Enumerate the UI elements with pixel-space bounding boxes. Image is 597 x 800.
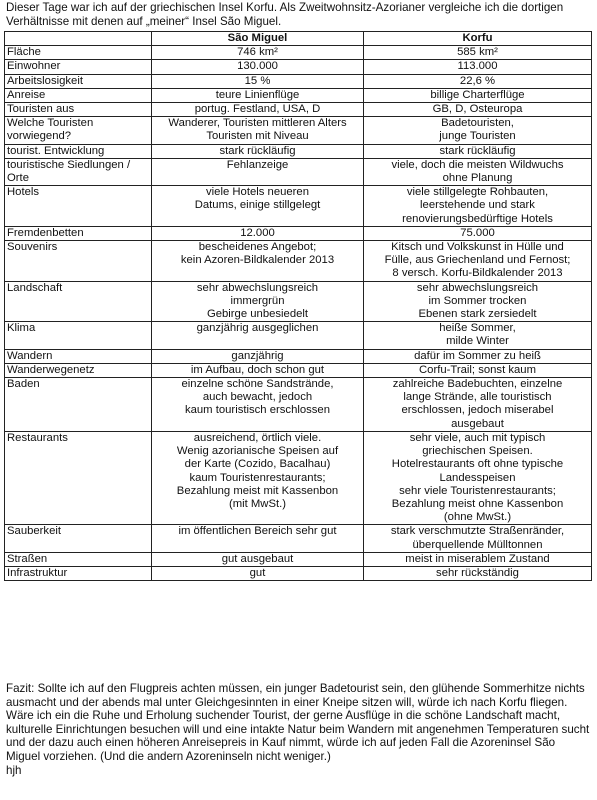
table-row: [5, 226, 592, 240]
sao-miguel-cell: [152, 322, 364, 349]
cell-line: gut: [249, 566, 266, 579]
sao-miguel-cell: [152, 431, 364, 524]
korfu-cell: [364, 144, 592, 158]
korfu-cell: [364, 431, 592, 524]
row-label: Welche Touristen vorwiegend?: [5, 117, 152, 144]
sao-miguel-cell: [152, 60, 364, 74]
row-label: Anreise: [5, 88, 152, 102]
sao-miguel-cell: [152, 566, 364, 580]
cell-line: griechischen Speisen.: [422, 445, 533, 458]
table-row: [5, 322, 592, 349]
cell-line: 746 km²: [237, 46, 278, 59]
table-row: [5, 117, 592, 144]
header-empty: [5, 32, 152, 46]
cell-line: erschlossen, jedoch miserabel: [401, 404, 554, 417]
table-row: [5, 525, 592, 552]
cell-line: renovierungsbedürftige Hotels: [402, 212, 553, 225]
table-row: [5, 144, 592, 158]
cell-line: 130.000: [237, 60, 278, 73]
cell-line: dafür im Sommer zu heiß: [414, 349, 541, 362]
korfu-cell: [364, 186, 592, 227]
cell-line: Wenig azorianische Speisen auf: [176, 445, 339, 458]
sao-miguel-cell: [152, 378, 364, 432]
row-label: Hotels: [5, 186, 152, 227]
korfu-cell: [364, 552, 592, 566]
cell-line: lange Strände, alle touristisch: [403, 391, 552, 404]
table-header-row: [5, 32, 592, 46]
cell-line: sehr viele Touristenrestaurants;: [399, 484, 556, 497]
cell-line: teure Linienflüge: [215, 88, 300, 101]
row-label: Wanderwegenetz: [5, 363, 152, 377]
table-row: [5, 566, 592, 580]
korfu-cell: [364, 117, 592, 144]
cell-line: 113.000: [457, 60, 498, 73]
cell-line: leerstehende und stark: [420, 199, 535, 212]
row-label: Fläche: [5, 46, 152, 60]
fazit-paragraph-2: Wäre ich ein die Ruhe und Erholung suchender Tourist, der gerne Ausflüge in die schöne Landschaft macht, kulturelle Einrichtungen besuchen will und eine intakte Natur beim Wandern mit angenehmen Temperaturen sucht und der dazu auch einen höheren Anreisepreis in Kauf nimmt, würde ich auf jeden Fall die Azoreninsel São Miguel vorziehen. (Und die andern Azoreninseln nicht weniger.): [6, 709, 590, 763]
korfu-cell: [364, 88, 592, 102]
row-label: Arbeitslosigkeit: [5, 74, 152, 88]
cell-line: Landesspeisen: [439, 471, 516, 484]
korfu-cell: [364, 60, 592, 74]
korfu-cell: [364, 349, 592, 363]
cell-line: im Aufbau, doch schon gut: [190, 363, 325, 376]
cell-line: billige Charterflüge: [430, 88, 525, 101]
korfu-cell: [364, 226, 592, 240]
cell-line: stark rückläufig: [439, 144, 516, 157]
sao-miguel-cell: [152, 363, 364, 377]
table-row: [5, 60, 592, 74]
korfu-cell: [364, 74, 592, 88]
cell-line: ohne Planung: [442, 172, 513, 185]
table-row: [5, 74, 592, 88]
cell-line: sehr rückständig: [436, 566, 519, 579]
table-row: [5, 431, 592, 524]
cell-line: Bezahlung meist ohne Kassenbon: [391, 497, 564, 510]
table-row: [5, 88, 592, 102]
header-korfu: Korfu: [364, 32, 592, 46]
table-row: [5, 46, 592, 60]
cell-line: Ebenen stark zersiedelt: [418, 308, 537, 321]
table-row: [5, 378, 592, 432]
cell-line: 12.000: [240, 226, 275, 239]
cell-line: 585 km²: [457, 46, 498, 59]
cell-line: Touristen mit Niveau: [206, 130, 309, 143]
cell-line: 75.000: [460, 226, 495, 239]
table-row: [5, 363, 592, 377]
cell-line: GB, D, Osteuropa: [432, 103, 523, 116]
cell-line: Gebirge unbesiedelt: [206, 308, 309, 321]
korfu-cell: [364, 158, 592, 185]
row-label: touristische Siedlungen / Orte: [5, 158, 152, 185]
cell-line: junge Touristen: [439, 130, 516, 143]
sao-miguel-cell: [152, 525, 364, 552]
sao-miguel-cell: [152, 158, 364, 185]
cell-line: viele stillgelegte Rohbauten,: [406, 186, 549, 199]
cell-line: einzelne schöne Sandstrände,: [181, 378, 334, 391]
cell-line: heiße Sommer,: [439, 322, 516, 335]
cell-line: portug. Festland, USA, D: [194, 103, 321, 116]
sao-miguel-cell: [152, 552, 364, 566]
row-label: Souvenirs: [5, 241, 152, 282]
cell-line: ausreichend, örtlich viele.: [193, 431, 322, 444]
cell-line: 22,6 %: [459, 74, 496, 87]
korfu-cell: [364, 363, 592, 377]
row-label: Baden: [5, 378, 152, 432]
fazit-section: [6, 682, 592, 777]
cell-line: im öffentlichen Bereich sehr gut: [178, 525, 337, 538]
cell-line: Bezahlung meist mit Kassenbon: [176, 484, 339, 497]
cell-line: ganzjährig ausgeglichen: [196, 322, 319, 335]
intro-text: Dieser Tage war ich auf der griechischen Insel Korfu. Als Zweitwohnsitz-Azorianer vergleiche ich die dortigen Verhältnisse mit denen auf „meiner“ Insel São Miguel.: [6, 1, 564, 28]
table-row: [5, 103, 592, 117]
row-label: Landschaft: [5, 281, 152, 322]
row-label: Restaurants: [5, 431, 152, 524]
sao-miguel-cell: [152, 46, 364, 60]
cell-line: kaum touristisch erschlossen: [184, 404, 331, 417]
sao-miguel-cell: [152, 144, 364, 158]
cell-line: zahlreiche Badebuchten, einzelne: [392, 378, 563, 391]
sao-miguel-cell: [152, 88, 364, 102]
korfu-cell: [364, 281, 592, 322]
cell-line: Kitsch und Volkskunst in Hülle und: [391, 241, 564, 254]
header-sao-miguel: São Miguel: [152, 32, 364, 46]
cell-line: sehr abwechslungsreich: [196, 281, 319, 294]
cell-line: Fehlanzeige: [226, 158, 289, 171]
korfu-cell: [364, 566, 592, 580]
sao-miguel-cell: [152, 281, 364, 322]
cell-line: stark rückläufig: [219, 144, 296, 157]
cell-line: kaum Touristenrestaurants;: [189, 471, 326, 484]
cell-line: 15 %: [244, 74, 271, 87]
cell-line: 8 versch. Korfu-Bildkalender 2013: [392, 267, 563, 280]
table-row: [5, 158, 592, 185]
cell-line: auch bewacht, jedoch: [202, 391, 313, 404]
cell-line: ganzjährig: [231, 349, 284, 362]
sao-miguel-cell: [152, 186, 364, 227]
cell-line: milde Winter: [446, 335, 509, 348]
korfu-cell: [364, 103, 592, 117]
table-row: [5, 241, 592, 282]
cell-line: viele, doch die meisten Wildwuchs: [391, 158, 564, 171]
sao-miguel-cell: [152, 103, 364, 117]
korfu-cell: [364, 46, 592, 60]
row-label: Sauberkeit: [5, 525, 152, 552]
row-label: Straßen: [5, 552, 152, 566]
row-label: Infrastruktur: [5, 566, 152, 580]
cell-line: sehr abwechslungsreich: [416, 281, 539, 294]
cell-line: viele Hotels neueren: [206, 186, 309, 199]
table-row: [5, 186, 592, 227]
row-label: Touristen aus: [5, 103, 152, 117]
row-label: Klima: [5, 322, 152, 349]
cell-line: überquellende Mülltonnen: [412, 538, 543, 551]
comparison-table: [4, 31, 592, 581]
cell-line: Hotelrestaurants oft ohne typische: [391, 458, 564, 471]
cell-line: immergrün: [230, 294, 285, 307]
sao-miguel-cell: [152, 74, 364, 88]
korfu-cell: [364, 241, 592, 282]
sao-miguel-cell: [152, 241, 364, 282]
cell-line: kein Azoren-Bildkalender 2013: [180, 254, 335, 267]
sao-miguel-cell: [152, 226, 364, 240]
table-row: [5, 349, 592, 363]
cell-line: stark verschmutzte Straßenränder,: [390, 525, 565, 538]
cell-line: (ohne MwSt.): [443, 511, 512, 524]
sao-miguel-cell: [152, 349, 364, 363]
cell-line: Badetouristen,: [441, 117, 514, 130]
cell-line: der Karte (Cozido, Bacalhau): [184, 458, 331, 471]
row-label: Einwohner: [5, 60, 152, 74]
cell-line: im Sommer trocken: [428, 294, 527, 307]
table-row: [5, 281, 592, 322]
fazit-paragraph-1: Fazit: Sollte ich auf den Flugpreis achten müssen, ein junger Badetourist sein, den glühende Sommerhitze nichts ausmacht und der abends mal unter Gleichgesinnten in einer Kneipe sitzen will, würde ich nach Korfu fliegen.: [6, 682, 585, 709]
row-label: Fremdenbetten: [5, 226, 152, 240]
table-row: [5, 552, 592, 566]
cell-line: bescheidenes Angebot;: [198, 241, 317, 254]
row-label: Wandern: [5, 349, 152, 363]
korfu-cell: [364, 322, 592, 349]
row-label: tourist. Entwicklung: [5, 144, 152, 158]
cell-line: ausgebaut: [451, 417, 504, 430]
cell-line: gut ausgebaut: [221, 552, 294, 565]
cell-line: (mit MwSt.): [228, 497, 287, 510]
korfu-cell: [364, 525, 592, 552]
cell-line: Datums, einige stillgelegt: [194, 199, 321, 212]
cell-line: Fülle, aus Griechenland und Fernost;: [384, 254, 571, 267]
sao-miguel-cell: [152, 117, 364, 144]
korfu-cell: [364, 378, 592, 432]
cell-line: Corfu-Trail; sonst kaum: [419, 363, 536, 376]
signature: hjh: [6, 763, 22, 777]
cell-line: sehr viele, auch mit typisch: [409, 431, 546, 444]
cell-line: Wanderer, Touristen mittleren Alters: [168, 117, 347, 130]
cell-line: meist in miserablem Zustand: [405, 552, 550, 565]
